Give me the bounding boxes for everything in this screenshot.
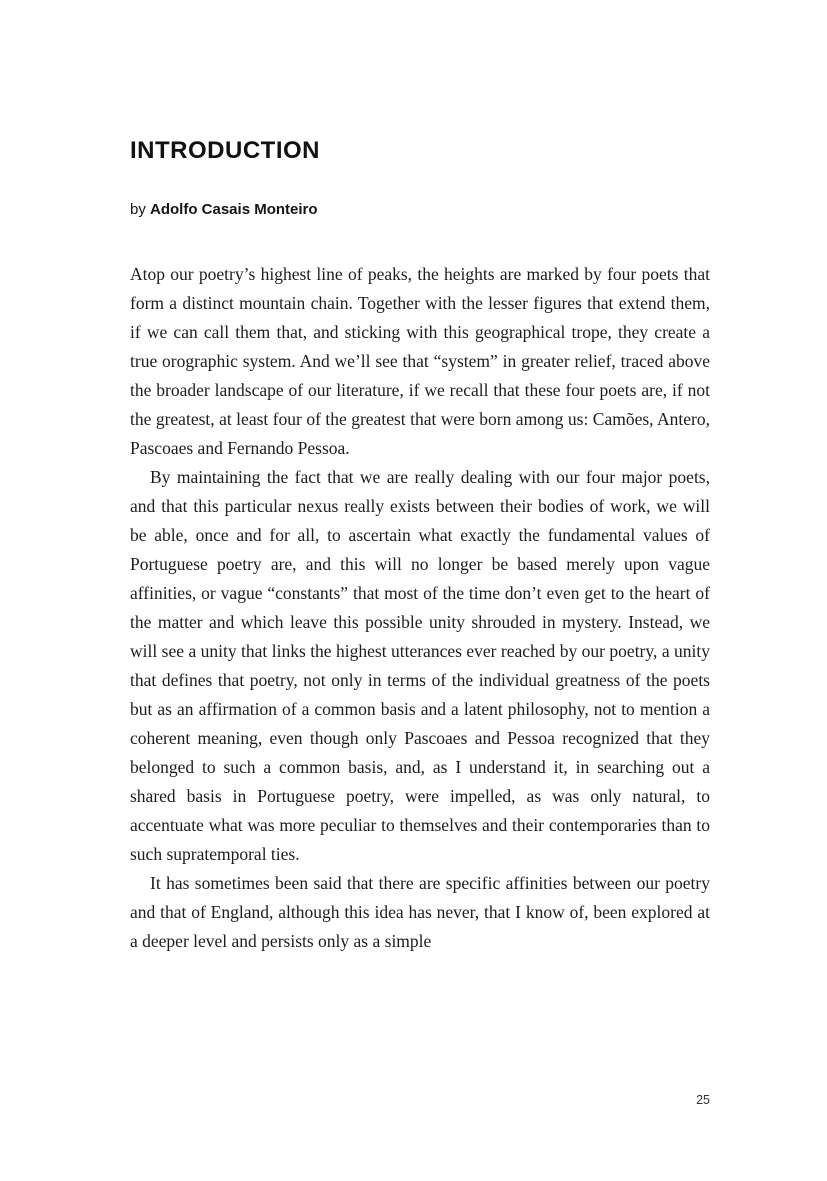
byline-prefix: by xyxy=(130,201,151,219)
paragraph: Atop our poetry’s highest line of peaks, the heights are marked by four poets that form a distinct mountain chain. Together with the lesser figures that extend them, if we can call them that, and sticking with this geographical trope, they create a true orographic system. And we’ll see that “system” in greater relief, traced above the broader landscape of our literature, if we recall that these four poets are, if not the greatest, at least four of the greatest that were born among us: Camões, Antero, Pascoaes and Fernando Pessoa. xyxy=(130,264,710,459)
text-column xyxy=(130,138,710,956)
page-title: INTRODUCTION xyxy=(130,137,320,164)
byline-author: Adolfo Casais Monteiro xyxy=(150,201,318,219)
page-number: 25 xyxy=(696,1093,710,1107)
paragraph: By maintaining the fact that we are really dealing with our four major poets, and that this particular nexus really exists between their bodies of work, we will be able, once and for all, to ascertain what exactly the fundamental values of Portuguese poetry are, and this will no longer be based merely upon vague affinities, or vague “constants” that most of the time don’t even get to the heart of the matter and which leave this possible unity shrouded in mystery. Instead, we will see a unity that links the highest utterances ever reached by our poetry, a unity that defines that poetry, not only in terms of the individual greatness of the poets but as an affirmation of a common basis and a latent philosophy, not to mention a coherent meaning, even though only Pascoaes and Pessoa recognized that they belonged to such a common basis, and, as I understand it, in searching out a shared basis in Portuguese poetry, were impelled, as was only natural, to accentuate what was more peculiar to themselves and their contemporaries than to such supratemporal ties. xyxy=(130,467,710,865)
body-text xyxy=(130,260,710,956)
byline xyxy=(130,201,710,219)
paragraph: It has sometimes been said that there are specific affinities between our poetry and that of England, although this idea has never, that I know of, been explored at a deeper level and persists only as a simple xyxy=(130,873,710,952)
